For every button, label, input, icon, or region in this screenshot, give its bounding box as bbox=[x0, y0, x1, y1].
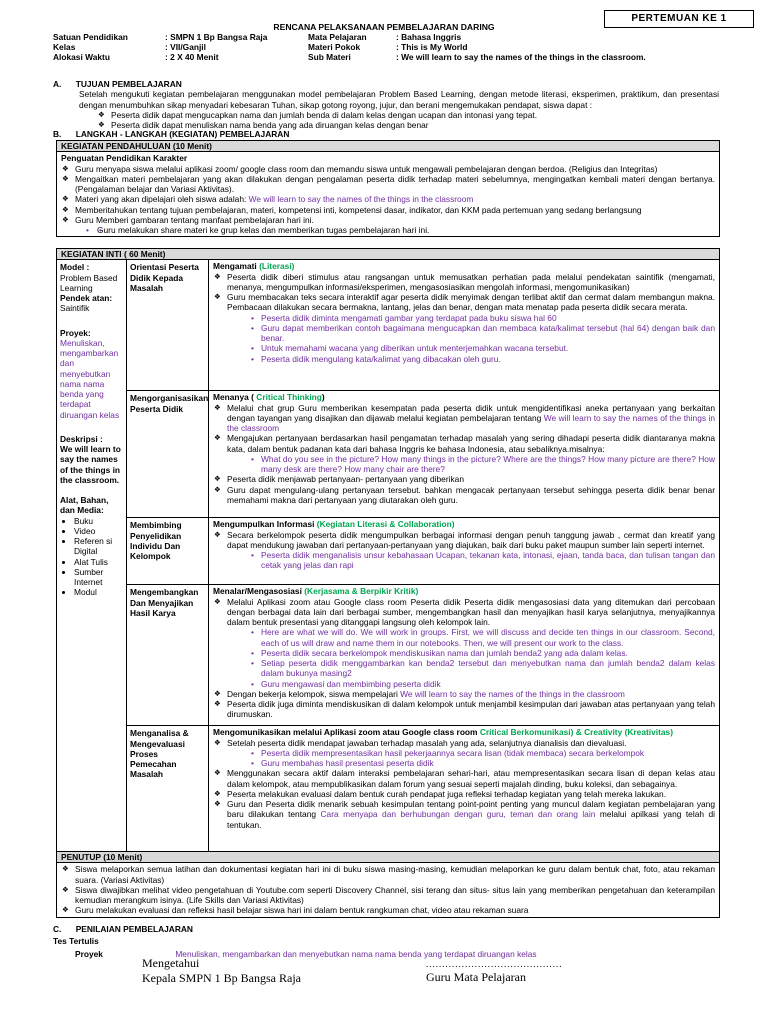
stage-label: Orientasi Peserta Didik Kepada Masalah bbox=[127, 260, 209, 390]
meta-value: : This is My World bbox=[396, 42, 468, 53]
penutup-item: ❖ Guru melakukan evaluasi dan refleksi hasil belajar siswa hari ini dalam bentuk rangkuman chat, video atau rekaman suara bbox=[61, 905, 715, 915]
activity-subitem: • Peserta didik diminta mengamati gambar yang terdapat pada buku siswa hal 60 bbox=[213, 313, 715, 323]
inti-header: KEGIATAN INTI ( 60 Menit) bbox=[57, 249, 719, 260]
alat-item: • Sumber Internet bbox=[74, 567, 123, 588]
proyek-label: Proyek bbox=[75, 948, 103, 959]
model-value: Problem Based Learning bbox=[60, 272, 118, 293]
pendahuluan-item bbox=[61, 194, 715, 204]
section-title: TUJUAN PEMBELAJARAN bbox=[75, 79, 182, 89]
activity-tag: (Literasi) bbox=[259, 261, 295, 272]
learning-goal-text: We will learn to say the names of the things in the classroom bbox=[248, 194, 474, 205]
activity-subitem: • Guru dapat memberikan contoh bagaimana mengucapkan dan membaca kata/kalimat tersebut (hal 64) dengan baik dan benar. bbox=[213, 323, 715, 344]
alat-item: • Referen si Digital bbox=[74, 536, 123, 557]
alat-item: • Video bbox=[74, 526, 123, 536]
pendahuluan-item: ❖ Guru menyapa siswa melalui aplikasi zoom/ google class room dan memandu siswa untuk mengawali pembelajaran dengan berdoa. (Religius dan Integritas) bbox=[61, 164, 715, 174]
meeting-label: PERTEMUAN KE 1 bbox=[604, 10, 754, 28]
pendekatan-label: Pendek atan: bbox=[60, 293, 113, 303]
meta-value: : 2 X 40 Menit bbox=[165, 52, 219, 63]
activity-item-text: Melalui chat grup Guru memberikan kesempatan pada peserta didik untuk mengidentifikasi aneka pertanyaan yang berkaitan dengan tayangan yang disajikan dan dijawab melalui kegiatan pembelajaran tentang bbox=[227, 402, 715, 423]
alat-item: • Alat Tulis bbox=[74, 557, 123, 567]
activity-title-text: Mengumpulkan Informasi bbox=[213, 519, 315, 530]
section-c bbox=[53, 924, 719, 959]
activity-item: ❖ Setelah peserta didik mendapat jawaban terhadap masalah yang ada, selanjutnya dianalisis dan dievaluasi. bbox=[213, 738, 715, 748]
activity-item: ❖ Peserta melakukan evaluasi dalam bentuk curah pendapat juga refleksi terhadap kegiatan yang telah mereka lakukan. bbox=[213, 789, 715, 799]
penutup-header: PENUTUP (10 Menit) bbox=[57, 852, 719, 863]
activity-item-text: melalui apilkasi yang telah di tentukan. bbox=[227, 809, 716, 830]
activity-subitem: • Peserta didik secara berkelompok mendiskusikan nama dan jumlah benda2 yang ada dalam kelas. bbox=[213, 648, 715, 658]
section-letter: A. bbox=[53, 79, 62, 89]
meta-label: Kelas bbox=[53, 42, 76, 53]
meta-label: Satuan Pendidikan bbox=[53, 32, 128, 42]
activity-title-text: Menalar/Mengasosiasi bbox=[213, 586, 302, 597]
inti-row bbox=[127, 585, 719, 726]
guru-label: Guru Mata Pelajaran bbox=[426, 970, 526, 984]
meta-label: Materi Pokok bbox=[308, 42, 361, 53]
activity-title-text: Mengomunikasikan melalui Aplikasi zoom atau Google class room bbox=[213, 727, 478, 738]
activity-subitem: • Guru mengawasi dan membimbing peserta didik bbox=[213, 679, 715, 689]
pendahuluan-box bbox=[56, 140, 720, 237]
section-a-heading bbox=[53, 79, 719, 89]
stage-label: Mengorganisasikan Peserta Didik bbox=[127, 391, 209, 517]
activity-item: ❖ Secara berkelompok peserta didik mengumpulkan berbagai informasi dengan penuh tanggung jawab , cermat dan kreatif yang dapat mendukung jawaban dari pertanyaan-pertanyaan yang diajukan, baik dari buku paket maupun sumber lain seperti internet. bbox=[213, 530, 715, 551]
inti-row bbox=[127, 260, 719, 391]
activity-subitem: • Here are what we will do. We will work in groups. First, we will discuss and decide ten things in our classroom. Second, each of us will draw and name them in our notebooks. Then, we will present our work to the class. bbox=[213, 627, 715, 648]
meta-label: Mata Pelajaran bbox=[308, 32, 367, 42]
activity-title-text: Mengamati bbox=[213, 261, 257, 272]
activity-title bbox=[213, 519, 715, 529]
activity-subitem: • Untuk memahami wacana yang diberikan untuk menterjemahkan wacana tersebut. bbox=[213, 343, 715, 353]
activity-item: ❖ Melalui Aplikasi zoom atau Google class room Peserta didik Peserta didik mengasosiasi data yang ditemukan dari percobaan dengan berbagai data lain dari berbagai sumber, mengembangkan hasil dan menyajikan hasil karya selanjutnya, menyajikannya dalam bentuk presentasi yang ditanggapi langsung oleh kelompok lain. bbox=[213, 597, 715, 628]
learning-goal-text: We will learn to say the names of the things in the classroom bbox=[227, 412, 715, 433]
penutup-item: ❖ Siswa diwajibkan melihat video pengetahuan di Youtube.com seperti Discovery Channel, sisi terang dan situs- situs lain yang memberikan pengetahuan dan keterampilan kemudian merangkum isinya. (Life Skills dan Variasi Aktivitas) bbox=[61, 885, 715, 906]
stage-label: Membimbing Penyelidikan Individu Dan Kelompok bbox=[127, 518, 209, 584]
tes-label: Tes Tertulis bbox=[53, 936, 99, 947]
stage-label: Mengembangkan Dan Menyajikan Hasil Karya bbox=[127, 585, 209, 725]
kepala-label: Kepala SMPN 1 Bp Bangsa Raja bbox=[142, 970, 301, 985]
activity-item bbox=[213, 689, 715, 699]
section-a bbox=[53, 79, 719, 130]
section-letter: C. bbox=[53, 924, 62, 934]
deskripsi-label: Deskripsi : bbox=[60, 433, 103, 444]
meta-label: Sub Materi bbox=[308, 52, 351, 63]
pendahuluan-text: Materi yang akan dipelajari oleh siswa adalah: bbox=[75, 194, 247, 205]
activity-title-text: Menanya ( bbox=[213, 392, 254, 403]
alat-list bbox=[60, 516, 123, 598]
objective-item: ❖ Peserta didik dapat mengucapkan nama dan jumlah benda di dalam kelas dengan ucapan dan intonasi yang tepat. bbox=[97, 110, 719, 120]
activity-tag: Critical Berkomunikasi) & Creativity (Kreativitas) bbox=[479, 727, 673, 738]
section-b-heading bbox=[53, 129, 289, 139]
activity-subitem: • Setiap peserta didik menggambarkan kan benda2 tersebut dan menyebutkan nama dan jumlah benda2 dalam kelas dalam bukunya masing2 bbox=[213, 658, 715, 679]
activity-item bbox=[213, 403, 715, 434]
section-title: LANGKAH - LANGKAH (KEGIATAN) PEMBELAJARAN bbox=[75, 129, 290, 139]
signature-dots: .......................................... bbox=[426, 959, 563, 969]
pendahuluan-subtitle: Penguatan Pendidikan Karakter bbox=[61, 153, 188, 164]
inti-row bbox=[127, 726, 719, 856]
alat-item: • Buku bbox=[74, 516, 123, 526]
activity-item: ❖ Menggunakan secara aktif dalam interaksi pembelajaran sehari-hari, atau mempresentasikan secara lisan di depan kelas atau dalam kelompok, atau mempublikasikan dalam forum yang sesuai seperti majalah dinding, buku koleksi, dan sebagainya. bbox=[213, 768, 715, 789]
penutup-item: ❖ Siswa melaporkan semua latihan dan dokumentasi kegiatan hari ini di buku siswa masing-masing, kemudian melaporkan ke guru dalam bentuk chat, foto, atau rekaman suara. (Variasi Aktivitas) bbox=[61, 864, 715, 885]
activity-subitem: • Peserta didik mempresentasikan hasil pekerjaannya secara lisan (tidak membaca) secara berkelompok bbox=[213, 748, 715, 758]
activity-subitem: • Peserta didik menganalisis unsur kebahasaan Ucapan, tekanan kata, intonasi, ejaan, tanda baca, dan tulisan tangan dan cetak yang jelas dan rapi bbox=[213, 550, 715, 571]
activity-tag: (Kegiatan Literasi & Collaboration) bbox=[316, 519, 455, 530]
activity-tag: (Kerjasama & Berpikir Kritik) bbox=[304, 586, 419, 597]
model-label: Model : bbox=[60, 262, 90, 273]
meta-value: : We will learn to say the names of the things in the classroom. bbox=[396, 52, 646, 63]
activity-subitem: • What do you see in the picture? How many things in the picture? Where are the things? How many picture are there? How many desk are there? How many chair are there? bbox=[213, 454, 715, 475]
stage-label: Menganalisa & Mengevaluasi Proses Pemecahan Masalah bbox=[127, 726, 209, 856]
pendahuluan-subitem: • • Guru melakukan share materi ke grup kelas dan memberikan tugas pembelajaran hari ini. bbox=[61, 225, 715, 235]
pendahuluan-item: ❖ Memberitahukan tentang tujuan pembelajaran, materi, kompetensi inti, kompetensi dasar, indikator, dan KKM pada pertemuan yang sedang berlangsung bbox=[61, 205, 715, 215]
activity-title bbox=[213, 261, 715, 271]
meta-label: Alokasi Waktu bbox=[53, 52, 110, 63]
activity-item: ❖ Peserta didik juga diminta mendiskusikan di dalam kelompok untuk menjambil kesimpulan dari jawaban atas pertanyaan yang telah dirumuskan. bbox=[213, 699, 715, 720]
meta-table bbox=[53, 32, 646, 62]
pendahuluan-item: ❖ Mengaitkan materi pembelajaran yang akan dilakukan dengan pengalaman peserta didik terhadap materi sebelumnya, mengingatkan kembali materi dengan bertanya.(Pengalaman belajar dan Variasi Aktivitas). bbox=[61, 174, 715, 195]
meta-value: : Bahasa Inggris bbox=[396, 32, 462, 42]
learning-goal-text: We will learn to say the names of the things in the classroom bbox=[400, 688, 625, 699]
activity-item: ❖ Guru membacakan teks secara interaktif agar peserta didik menyimak dengan terlibat aktif dan cermat dalam membangun makna. Pembacaan dilakukan secara bermakna, lantang, jelas dan benar, dengan mata menatap pada peserta didik secara merata. bbox=[213, 292, 715, 313]
section-letter: B. bbox=[53, 129, 62, 139]
objective-item: ❖ Peserta didik dapat menuliskan nama benda yang ada diruangan kelas dengan benar bbox=[97, 120, 719, 130]
activity-item-text: Guru dan Peserta didik menarik sebuah kesimpulan tentang point-point penting yang muncul dalam kegiatan pembelajaran yang baru dilakukan tentang bbox=[227, 799, 715, 820]
inti-row bbox=[127, 391, 719, 518]
alat-label: Alat, Bahan, dan Media: bbox=[60, 495, 109, 516]
pendekatan-value: Saintifik bbox=[60, 303, 90, 314]
activity-tag: Critical Thinking bbox=[256, 392, 322, 403]
learning-goal-text: Cara menyapa dan berhubungan dengan guru, teman dan orang lain bbox=[320, 809, 596, 820]
activity-item: ❖ Peserta didik diberi stimulus atau rangsangan untuk memusatkan perhatian pada melalui pendekatan saintifik (mengamati, menanya, mengumpulkan informasi/eksperimen, mengasosiasikan mengolah informasi, mengomunikasikan) bbox=[213, 272, 715, 293]
activity-item bbox=[213, 799, 715, 830]
penutup-box bbox=[56, 851, 720, 918]
mengetahui-label: Mengetahui bbox=[142, 956, 200, 970]
deskripsi-value: We will learn to say the names of the things in the classroom. bbox=[60, 444, 121, 485]
pendahuluan-header: KEGIATAN PENDAHULUAN (10 Menit) bbox=[57, 141, 719, 152]
model-column bbox=[57, 260, 127, 856]
activity-item-text: Dengan bekerja kelompok, siswa mempelajari bbox=[227, 688, 398, 699]
activity-item: ❖ Peserta didik menjawab pertanyaan- pertanyaan yang diberikan bbox=[213, 474, 715, 484]
activity-subitem: • Peserta didik mengulang kata/kalimat yang dibacakan oleh guru. bbox=[213, 354, 715, 364]
signature-right bbox=[426, 958, 563, 985]
pendahuluan-item: ❖ Guru Memberi gambaran tentang manfaat pembelajaran hari ini. bbox=[61, 215, 715, 225]
activity-title bbox=[213, 586, 715, 596]
proyek-value: Menuliskan, mengambarkan dan menyebutkan nama nama benda yang terdapat diruangan kelas bbox=[60, 337, 120, 420]
meta-value: : VII/Ganjil bbox=[165, 42, 206, 53]
pendahuluan-subtext: Guru melakukan share materi ke grup kelas dan memberikan tugas pembelajaran hari ini. bbox=[97, 225, 430, 235]
signature-left bbox=[142, 956, 301, 985]
activity-item: ❖ Guru dapat mengulang-ulang pertanyaan tersebut. bahkan mengacak pertanyaan tersebut sehingga peserta didik benar benar memahami makna dari pertanyaan yang diutarakan oleh guru. bbox=[213, 485, 715, 506]
activity-title bbox=[213, 727, 715, 737]
section-c-heading bbox=[53, 924, 719, 934]
alat-item: • Modul bbox=[74, 587, 123, 597]
activity-title-end: ) bbox=[321, 392, 325, 403]
inti-row bbox=[127, 518, 719, 585]
section-a-intro: Setelah mengukuti kegiatan pembelajaran menggunakan model pembelajaran Problem Based Learning, dengan metode literasi, eksperimen, praktikum, dan presentasi dengan menumbuhkan sikap menyadari kebesaran Tuhan, sikap gotong royong, jujur, dan berani mengemukakan pendapat, siswa dapat : bbox=[79, 89, 719, 110]
meta-value: : SMPN 1 Bp Bangsa Raja bbox=[165, 32, 268, 42]
section-title: PENILAIAN PEMBELAJARAN bbox=[75, 924, 193, 934]
activity-title bbox=[213, 392, 715, 402]
proyek-text: Menuliskan, mengambarkan dan menyebutkan nama nama benda yang terdapat diruangan kelas bbox=[175, 948, 537, 959]
activity-subitem: • Guru membahas hasil presentasi peserta didik bbox=[213, 758, 715, 768]
activity-item: ❖ Mengajukan pertanyaan berdasarkan hasil pengamatan terhadap masalah yang sering dihadapi peserta didik diantaranya makna kata, dalam bentuk padanan kata dari bahasa Inggris ke bahasa Indonesia, atau sebaliknya.misalnya: bbox=[213, 433, 715, 454]
proyek-label: Proyek: bbox=[60, 327, 91, 338]
inti-box bbox=[56, 248, 720, 857]
document-title: RENCANA PELAKSANAAN PEMBELAJARAN DARING bbox=[273, 22, 495, 32]
